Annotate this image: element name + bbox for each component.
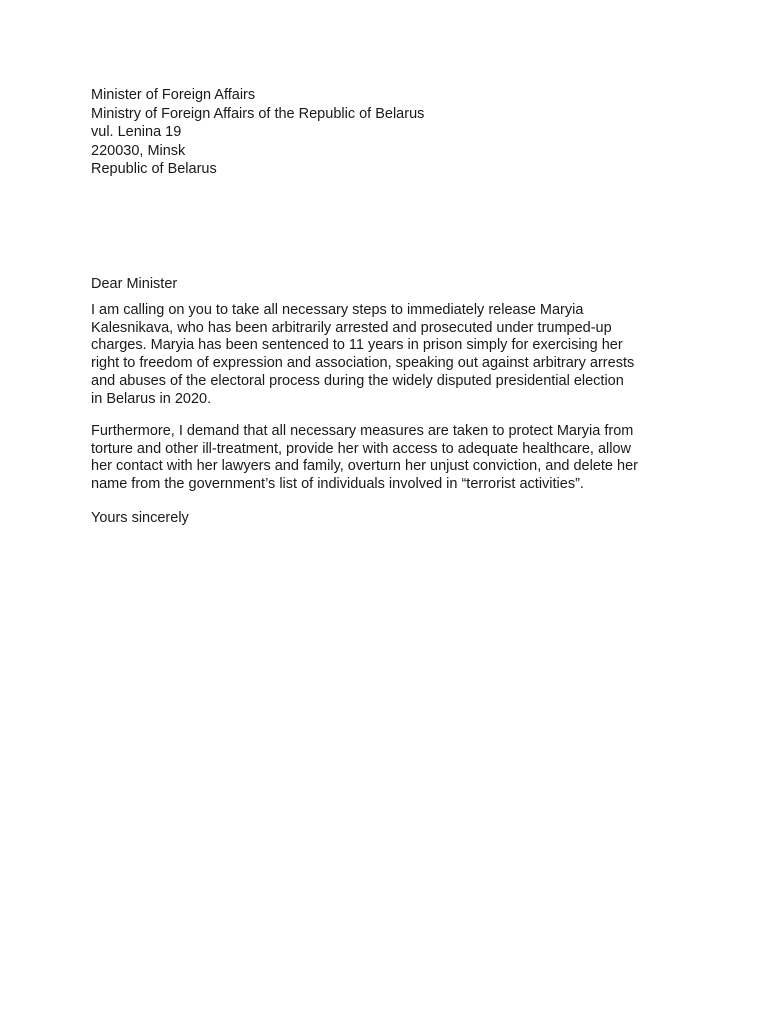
paragraph-line: name from the government’s list of individuals involved in “terrorist activities”. [91, 476, 584, 493]
paragraph-line: torture and other ill-treatment, provide her with access to adequate healthcare, allow [91, 440, 632, 457]
paragraph-line: Kalesnikava, who has been arbitrarily arrested and prosecuted under trumped-up [91, 319, 612, 336]
paragraph-line: and abuses of the electoral process during the widely disputed presidential election [91, 372, 624, 389]
paragraph-line: I am calling on you to take all necessary steps to immediately release Maryia [91, 302, 584, 318]
paragraph-line: right to freedom of expression and association, speaking out against arbitrary arrests [91, 355, 635, 372]
recipient-title: Minister of Foreign Affairs [91, 87, 256, 103]
recipient-street: vul. Lenina 19 [91, 124, 182, 140]
closing-line: Yours sincerely [91, 510, 189, 526]
paragraph-line: her contact with her lawyers and family, overturn her unjust conviction, and delete her [91, 458, 638, 475]
recipient-address [91, 86, 424, 179]
body-paragraph-1 [91, 302, 691, 408]
recipient-organization: Ministry of Foreign Affairs of the Republic of Belarus [91, 105, 425, 122]
paragraph-line: charges. Maryia has been sentenced to 11 years in prison simply for exercising her [91, 337, 623, 354]
recipient-country: Republic of Belarus [91, 161, 217, 177]
paragraph-line: Furthermore, I demand that all necessary measures are taken to protect Maryia from [91, 423, 634, 439]
recipient-city: 220030, Minsk [91, 142, 186, 159]
body-paragraph-2 [91, 423, 691, 494]
paragraph-line: in Belarus in 2020. [91, 390, 212, 407]
salutation: Dear Minister [91, 276, 178, 292]
